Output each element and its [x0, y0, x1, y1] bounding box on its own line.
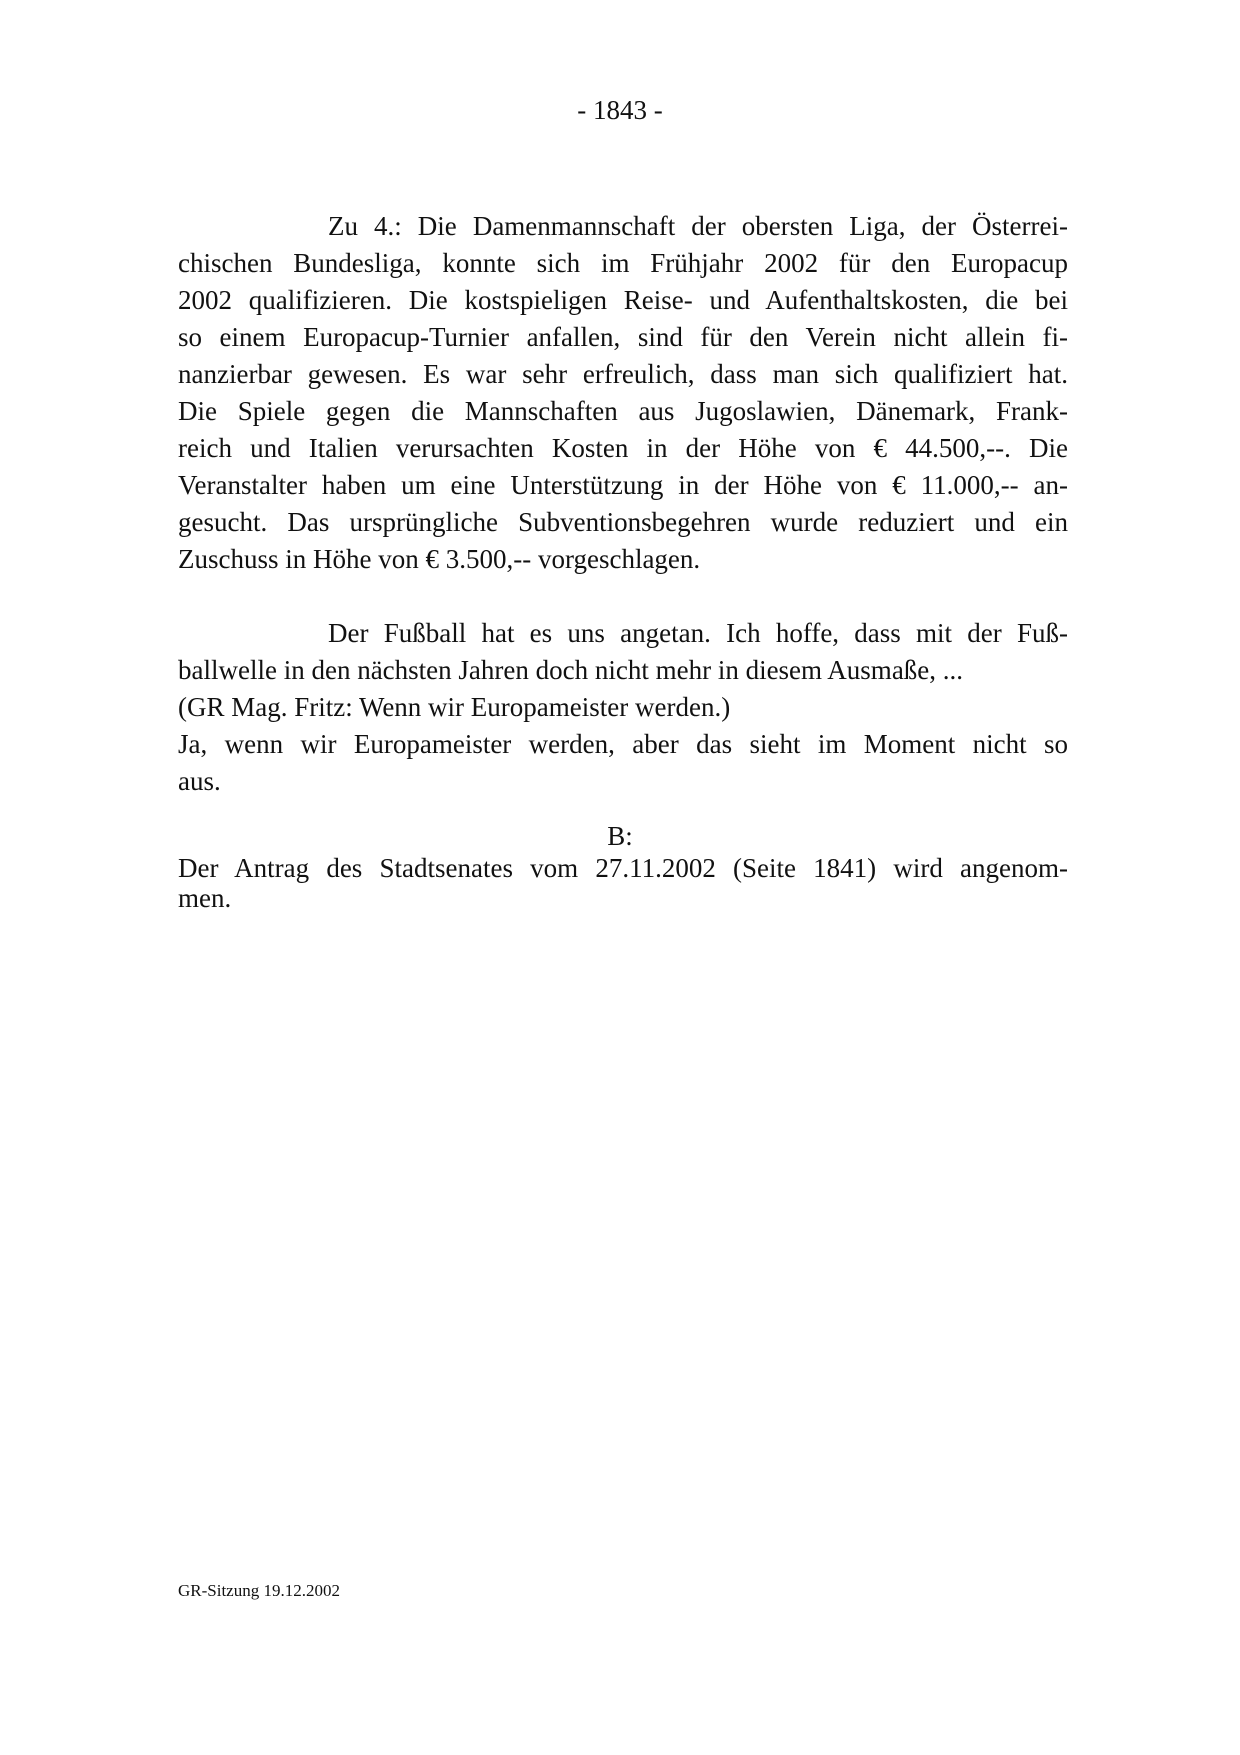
- text-line: so einem Europacup-Turnier anfallen, sind für den Verein nicht allein fi-: [178, 322, 1068, 352]
- text-line: aus.: [178, 766, 221, 796]
- resolution-paragraph: [178, 853, 1068, 913]
- text-line: Zuschuss in Höhe von € 3.500,-- vorgeschlagen.: [178, 544, 701, 574]
- interjection-line: (GR Mag. Fritz: Wenn wir Europameister werden.): [178, 692, 731, 722]
- text-line: Zu 4.: Die Damenmannschaft der obersten Liga, der Österrei-: [328, 211, 1068, 241]
- text-line: ballwelle in den nächsten Jahren doch nicht mehr in diesem Ausmaße, ...: [178, 655, 964, 685]
- text-line: nanzierbar gewesen. Es war sehr erfreulich, dass man sich qualifiziert hat.: [178, 359, 1068, 389]
- text-line: Veranstalter haben um eine Unterstützung in der Höhe von € 11.000,-- an-: [178, 470, 1068, 500]
- text-line: men.: [178, 883, 232, 913]
- text-line: Der Antrag des Stadtsenates vom 27.11.2002 (Seite 1841) wird angenom-: [178, 853, 1068, 883]
- text-line: Die Spiele gegen die Mannschaften aus Jugoslawien, Dänemark, Frank-: [178, 396, 1068, 426]
- text-line: Ja, wenn wir Europameister werden, aber das sieht im Moment nicht so: [178, 729, 1068, 759]
- text-line: Der Fußball hat es uns angetan. Ich hoffe, dass mit der Fuß-: [328, 618, 1068, 648]
- paragraph-fussball: [178, 615, 1068, 800]
- text-line: gesucht. Das ursprüngliche Subventionsbegehren wurde reduziert und ein: [178, 507, 1068, 537]
- paragraph-zu-4: [178, 208, 1068, 578]
- section-b-heading: B:: [607, 821, 633, 851]
- text-line: chischen Bundesliga, konnte sich im Frühjahr 2002 für den Europacup: [178, 248, 1068, 278]
- text-line: 2002 qualifizieren. Die kostspieligen Reise- und Aufenthaltskosten, die bei: [178, 285, 1068, 315]
- footer-session-date: GR-Sitzung 19.12.2002: [178, 1581, 340, 1600]
- page-number: - 1843 -: [577, 95, 663, 125]
- text-line: reich und Italien verursachten Kosten in der Höhe von € 44.500,--. Die: [178, 433, 1068, 463]
